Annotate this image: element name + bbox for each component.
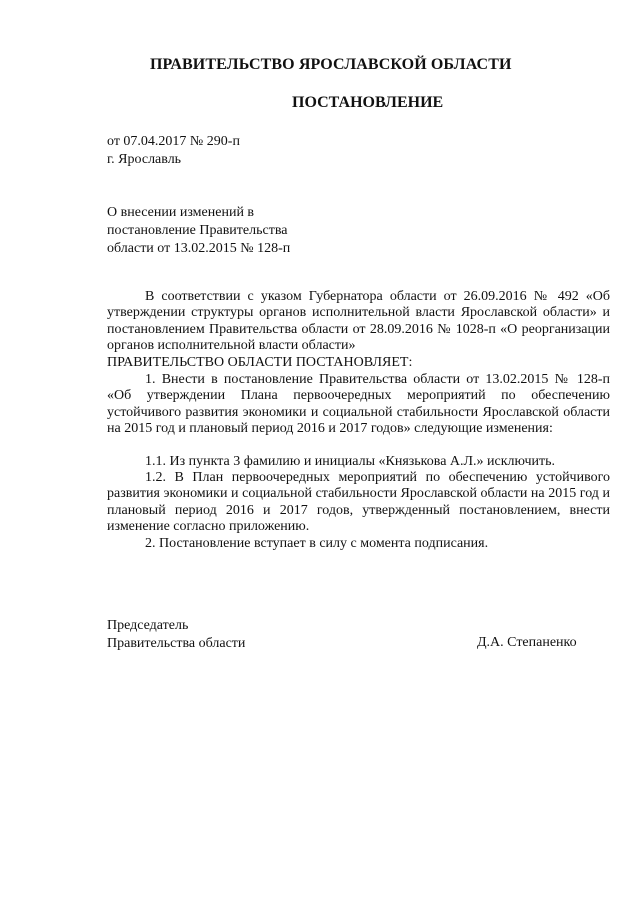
document-subject <box>107 204 290 258</box>
document-type-title: ПОСТАНОВЛЕНИЕ <box>292 94 444 111</box>
signatory-position-line-1: Председатель <box>107 618 189 633</box>
signatory-name: Д.А. Степаненко <box>477 635 577 650</box>
document-meta <box>107 133 240 169</box>
preamble-paragraph: В соответствии с указом Губернатора области от 26.09.2016 № 492 «Об утверждении структуры органов исполнительной власти Ярославской области» и постановлением Правительства области от 28.09.2016 № 1028-п «О реорганизации органов исполнительной власти области» <box>107 289 610 353</box>
item-1-1-paragraph: 1.1. Из пункта 3 фамилию и инициалы «Князькова А.Л.» исключить. <box>145 454 555 469</box>
government-title: ПРАВИТЕЛЬСТВО ЯРОСЛАВСКОЙ ОБЛАСТИ <box>150 56 512 73</box>
signatory-position <box>107 617 245 653</box>
item-1-2-paragraph: 1.2. В План первоочередных мероприятий по обеспечению устойчивого развития экономики и социальной стабильности Ярославской области на 2015 год и плановый период 2016 и 2017 годов, утвержденный постановлением, внести изменение согласно приложению. <box>107 470 610 534</box>
item-1-paragraph: 1. Внести в постановление Правительства области от 13.02.2015 № 128-п «Об утверждении Плана первоочередных мероприятий по обеспечению устойчивого развития экономики и социальной стабильности Ярославской области на 2015 год и плановый период 2016 и 2017 годов» следующие изменения: <box>107 372 610 436</box>
date-number: от 07.04.2017 № 290-п <box>107 134 240 149</box>
subject-line-1: О внесении изменений в <box>107 205 255 220</box>
resolves-line: ПРАВИТЕЛЬСТВО ОБЛАСТИ ПОСТАНОВЛЯЕТ: <box>107 355 413 370</box>
city: г. Ярославль <box>107 152 182 167</box>
item-2-paragraph: 2. Постановление вступает в силу с момента подписания. <box>145 536 489 551</box>
signatory-position-line-2: Правительства области <box>107 636 246 651</box>
subject-line-2: постановление Правительства <box>107 223 288 238</box>
subject-line-3: области от 13.02.2015 № 128-п <box>107 241 291 256</box>
